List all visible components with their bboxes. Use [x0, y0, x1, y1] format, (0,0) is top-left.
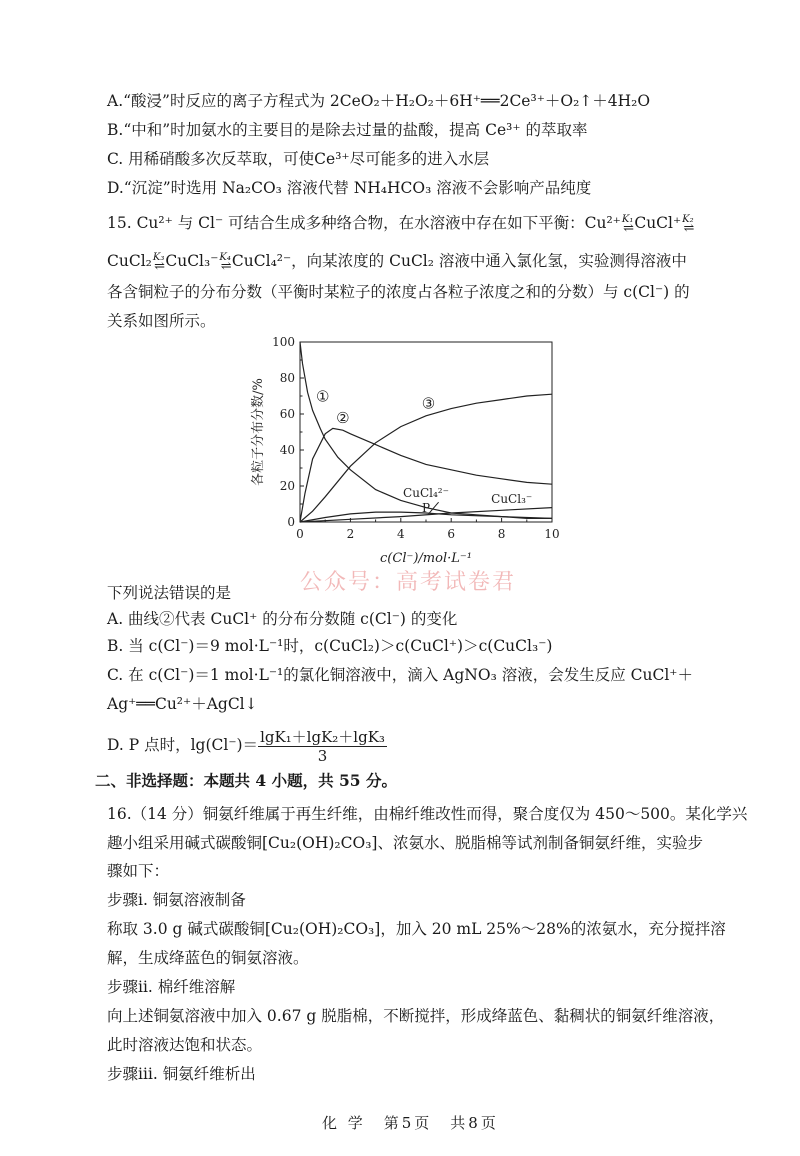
q16-step2-line1: 向上述铜氨溶液中加入 0.67 g 脱脂棉，不断搅拌，形成绛蓝色、黏稠状的铜氨纤维溶液， — [107, 1007, 725, 1025]
q15-option-a: A. 曲线②代表 CuCl⁺ 的分布分数随 c(Cl⁻) 的变化 — [107, 610, 458, 628]
x-tick-label: 8 — [497, 527, 506, 541]
q15-cucl3: CuCl₃⁻ — [165, 252, 219, 270]
y-tick-label: 100 — [272, 335, 295, 349]
q15-stem-line4: 关系如图所示。 — [107, 312, 216, 330]
distribution-chart — [240, 330, 580, 580]
section-heading: 二、非选择题：本题共 4 小题，共 55 分。 — [95, 771, 397, 790]
q15-cucl2: CuCl₂ — [107, 252, 152, 270]
q16-step1-line1: 称取 3.0 g 碱式碳酸铜[Cu₂(OH)₂CO₃]，加入 20 mL 25%～28%的浓氨水，充分搅拌溶 — [107, 920, 726, 938]
q15-cucl-plus: CuCl⁺ — [634, 214, 682, 232]
x-tick-label: 10 — [544, 527, 560, 541]
q16-step1-title: 步骤ⅰ. 铜氨溶液制备 — [107, 891, 246, 909]
q14-option-c: C. 用稀硝酸多次反萃取，可使Ce³⁺尽可能多的进入水层 — [107, 150, 490, 168]
fraction-denominator: 3 — [317, 746, 328, 765]
q15-stem-line1 — [107, 212, 695, 234]
y-tick-label: 40 — [279, 443, 295, 457]
q16-step2-title: 步骤ⅱ. 棉纤维溶解 — [107, 978, 236, 996]
q14-option-a: A.“酸浸”时反应的离子方程式为 2CeO₂＋H₂O₂＋6H⁺══2Ce³⁺＋O₂↑＋4H₂O — [107, 92, 651, 110]
option-d-fraction — [258, 728, 387, 765]
equilibrium-arrow-k2: K₂ ⇌ — [682, 214, 694, 236]
q14-option-b: B.“中和”时加氨水的主要目的是除去过量的盐酸，提高 Ce³⁺ 的萃取率 — [107, 121, 588, 139]
y-tick-label: 60 — [279, 407, 295, 421]
equilibrium-arrow-k3: K₃ ⇌ — [152, 252, 165, 274]
q16-line2: 趣小组采用碱式碳酸铜[Cu₂(OH)₂CO₃]、浓氨水、脱脂棉等试剂制备铜氨纤维，实验步 — [107, 834, 703, 852]
q16-step3-title: 步骤ⅲ. 铜氨纤维析出 — [107, 1065, 256, 1083]
q16-line3: 骤如下： — [107, 862, 170, 880]
q15-stem-line2 — [107, 250, 687, 272]
curve-label-2: ② — [336, 409, 350, 427]
chart-annotation-3: P — [421, 501, 431, 516]
q15-option-d — [107, 725, 387, 765]
q15-option-c-line2: Ag⁺══Cu²⁺＋AgCl↓ — [107, 695, 258, 713]
chart-annotation-1: CuCl₄²⁻ — [403, 485, 449, 500]
q15-option-c-line1: C. 在 c(Cl⁻)＝1 mol·L⁻¹的氯化铜溶液中，滴入 AgNO₃ 溶液，会发生反应 CuCl⁺＋ — [107, 666, 693, 684]
q16-step2-line2: 此时溶液达饱和状态。 — [107, 1036, 263, 1054]
x-tick-label: 0 — [296, 527, 304, 541]
curve-label-1: ① — [315, 387, 330, 406]
x-axis-label: c(Cl⁻)/mol·L⁻¹ — [380, 551, 472, 566]
fraction-numerator: lgK₁＋lgK₂＋lgK₃ — [260, 727, 385, 746]
q15-option-b: B. 当 c(Cl⁻)＝9 mol·L⁻¹时，c(CuCl₂)＞c(CuCl⁺)＞c(CuCl₃⁻) — [107, 637, 553, 655]
q15-stem-line3: 各含铜粒子的分布分数（平衡时某粒子的浓度占各粒子浓度之和的分数）与 c(Cl⁻) 的 — [107, 283, 690, 301]
x-tick-label: 6 — [447, 527, 456, 541]
q16-line1: 16.（14 分）铜氨纤维属于再生纤维，由棉纤维改性而得，聚合度仅为 450～500。某化学兴 — [107, 805, 748, 823]
q16-step1-line2: 解，生成绛蓝色的铜氨溶液。 — [107, 949, 309, 967]
chart-annotation-2: CuCl₃⁻ — [491, 492, 533, 507]
y-tick-label: 0 — [287, 515, 295, 529]
watermark: 公众号：高考试卷君 — [300, 570, 517, 595]
equilibrium-arrow-k1: K₁ ⇌ — [621, 214, 634, 236]
q15-stem-line2-rest: CuCl₄²⁻，向某浓度的 CuCl₂ 溶液中通入氯化氢，实验测得溶液中 — [231, 252, 687, 270]
x-tick-label: 2 — [346, 527, 355, 541]
curve-label-3: ③ — [421, 394, 436, 413]
y-tick-label: 80 — [279, 371, 295, 385]
y-axis-label: 各粒子分布分数/% — [251, 378, 266, 486]
q15-question: 下列说法错误的是 — [107, 584, 232, 602]
q15-option-d-prefix: D. P 点时，lg(Cl⁻)＝ — [107, 736, 259, 754]
y-tick-label: 20 — [279, 479, 295, 493]
q15-stem-prefix: 15. Cu²⁺ 与 Cl⁻ 可结合生成多种络合物，在水溶液中存在如下平衡：Cu²⁺ — [107, 214, 621, 232]
x-tick-label: 4 — [396, 527, 405, 541]
equilibrium-arrow-k4: K₄ ⇌ — [219, 252, 231, 274]
page-footer: 化 学 第5页 共8页 — [322, 1114, 499, 1132]
q14-option-d: D.“沉淀”时选用 Na₂CO₃ 溶液代替 NH₄HCO₃ 溶液不会影响产品纯度 — [107, 179, 592, 197]
